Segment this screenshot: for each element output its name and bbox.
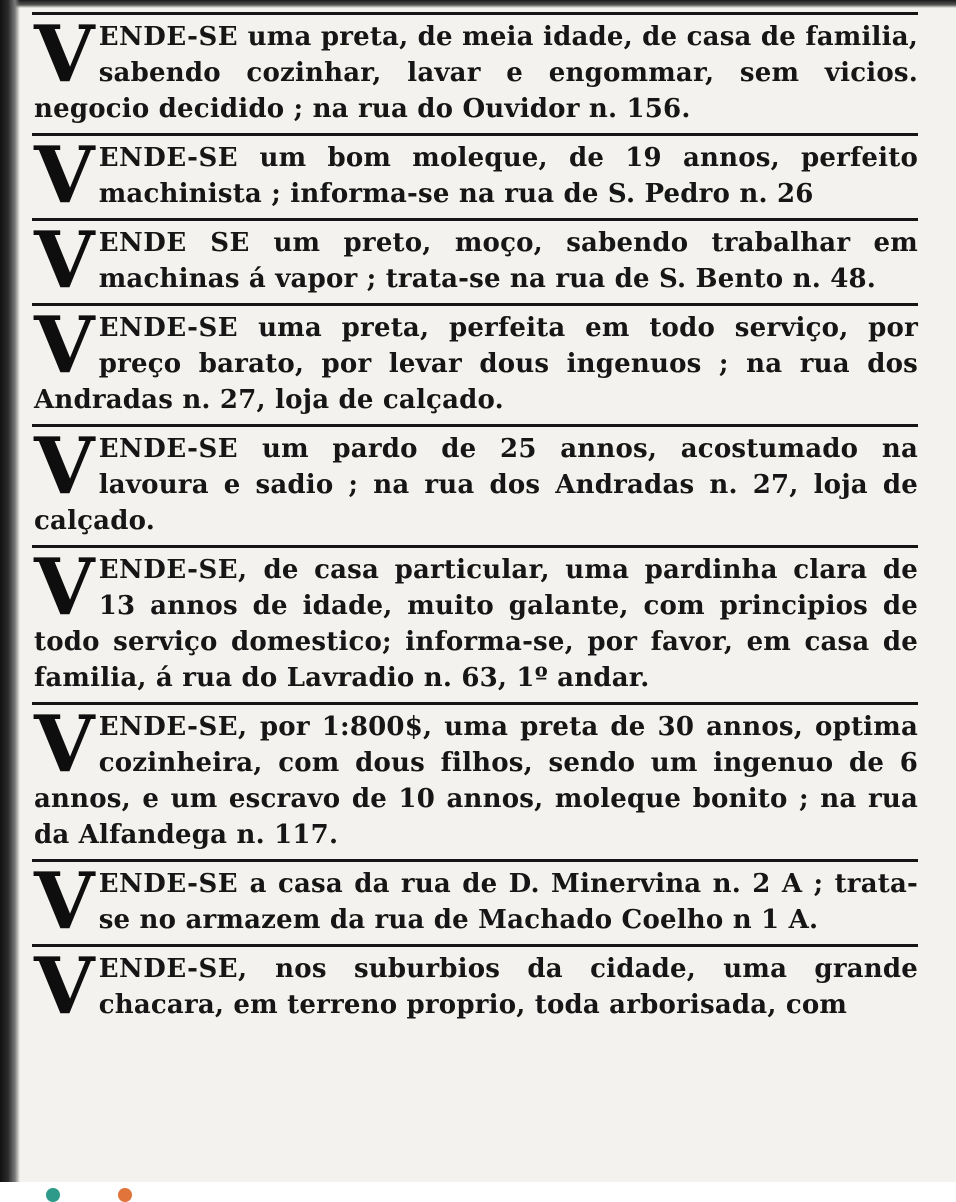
- drop-cap: V: [34, 699, 95, 790]
- ad-body: uma preta, perfeita em todo serviço, por preço barato, por levar dous ingenuos ; na rua dos Andradas n. 27, loja de calçado.: [34, 313, 918, 415]
- drop-cap: V: [34, 542, 95, 633]
- ad-body: uma preta, de meia idade, de casa de familia, sabendo cozinhar, lavar e engommar, sem vicios. negocio decidido ; na rua do Ouvidor n. 156.: [34, 22, 918, 124]
- classified-ad: [28, 542, 919, 696]
- classified-ad-truncated: [28, 951, 918, 1029]
- bottom-strip: [0, 1182, 956, 1200]
- ad-heading: ENDE-SE: [98, 22, 248, 52]
- ad-heading: ENDE-SE: [98, 869, 250, 899]
- ad-heading: ENDE SE: [98, 228, 274, 258]
- ad-heading: ENDE-SE: [98, 313, 259, 343]
- divider-rule: [32, 545, 918, 548]
- ad-heading: ENDE-SE,: [98, 555, 264, 585]
- classified-ad: [28, 130, 918, 221]
- ad-body: um pardo de 25 annos, acostumado na lavoura e sadio ; na rua dos Andradas n. 27, loja de calçado.: [34, 434, 918, 536]
- ad-body: a casa da rua de D. Minervina n. 2 A ; trata-se no armazem da rua de Machado Coelho n 1 A.: [98, 869, 918, 935]
- ad-heading: ENDE-SE: [98, 143, 260, 173]
- divider-rule: [32, 133, 918, 136]
- ad-body: um bom moleque, de 19 annos, perfeito machinista ; informa-se na rua de S. Pedro n. 26: [98, 143, 918, 209]
- scan-left-edge: [0, 0, 20, 1182]
- classified-ad: [28, 699, 919, 853]
- divider-rule: [32, 218, 918, 221]
- divider-rule: [32, 424, 918, 427]
- drop-cap: V: [34, 300, 95, 391]
- classified-column: [28, 9, 919, 1035]
- ad-body: um preto, moço, sabendo trabalhar em machinas á vapor ; trata-se na rua de S. Bento n. 48.: [98, 228, 918, 294]
- divider-rule: [32, 12, 918, 15]
- classified-ad: [28, 9, 918, 127]
- divider-rule: [32, 303, 918, 306]
- divider-rule: [32, 944, 918, 947]
- drop-cap: V: [34, 9, 95, 100]
- ad-heading: ENDE-SE,: [98, 954, 276, 984]
- drop-cap: V: [34, 215, 95, 306]
- ad-heading: ENDE-SE: [98, 434, 262, 464]
- classified-ad: [28, 300, 918, 418]
- scan-top-shadow: [0, 0, 956, 8]
- ad-body: nos suburbios da cidade, uma grande chacara, em terreno proprio, toda arborisada, com: [98, 954, 918, 1020]
- drop-cap: V: [34, 951, 95, 1029]
- ad-body: por 1:800$, uma preta de 30 annos, optima cozinheira, com dous filhos, sendo um ingenuo de 6 annos, e um escravo de 10 annos, moleque bonito ; na rua da Alfandega n. 117.: [34, 712, 919, 850]
- drop-cap: V: [34, 856, 95, 947]
- classified-ad: [28, 421, 918, 539]
- drop-cap: V: [34, 130, 95, 221]
- ad-heading: ENDE-SE,: [98, 712, 260, 742]
- ad-body: de casa particular, uma pardinha clara de 13 annos de idade, muito galante, com principios de todo serviço domestico; informa-se, por favor, em casa de familia, á rua do Lavradio n. 63, 1º andar.: [34, 555, 919, 693]
- classified-ad: [28, 856, 918, 947]
- classified-ad: [28, 215, 918, 306]
- drop-cap: V: [34, 421, 95, 512]
- divider-rule: [32, 702, 918, 705]
- divider-rule: [32, 859, 918, 862]
